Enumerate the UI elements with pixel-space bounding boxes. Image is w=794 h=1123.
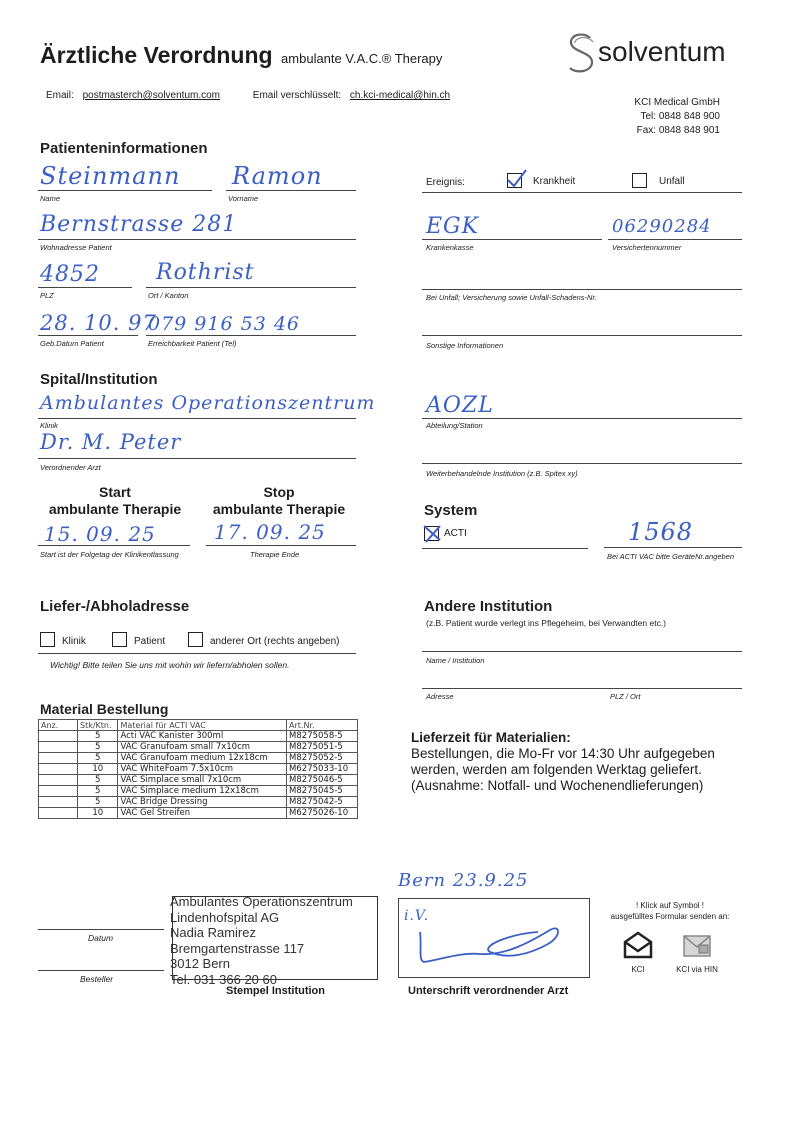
material-heading: Material Bestellung	[40, 701, 169, 717]
email-link[interactable]: postmasterch@solventum.com	[82, 90, 220, 101]
form-title	[40, 42, 442, 69]
anz-cell[interactable]	[39, 808, 78, 819]
iv-value: i.V.	[404, 908, 430, 924]
plz-line	[38, 287, 132, 288]
datum-label: Datum	[88, 933, 114, 943]
start-heading-2: ambulante Therapie	[48, 501, 182, 517]
vorname-label: Vorname	[228, 194, 259, 203]
table-row	[39, 731, 358, 742]
stamp-line: Bremgartenstrasse 117	[170, 940, 305, 956]
company-tel: Tel: 0848 848 900	[640, 111, 720, 122]
delivery-note-bold: Wichtig!	[50, 660, 81, 670]
other-plzort-label: PLZ / Ort	[610, 692, 641, 701]
klinik-label: Klinik	[40, 421, 58, 430]
start-date-value[interactable]: 15. 09. 25	[44, 522, 156, 546]
system-line	[422, 548, 588, 549]
col-anz: Anz.	[39, 720, 78, 731]
kci-label: KCI	[631, 965, 645, 974]
weiter-label: Weiterbehandelnde Institution (z.B. Spitex xy)	[426, 469, 578, 478]
envelope-icon	[622, 930, 654, 960]
stamp-line: 3012 Bern	[170, 956, 230, 971]
delivery-time-line2: werden, werden am folgenden Werktag geliefert.	[411, 762, 702, 777]
company-name: KCI Medical GmbH	[634, 97, 720, 108]
address-line	[38, 239, 356, 240]
material-cell: VAC Simplace small 7x10cm	[118, 775, 287, 786]
klinik-value[interactable]: Ambulantes Operationszentrum	[40, 392, 376, 414]
stk-cell: 5	[78, 731, 118, 742]
send-note-1: ! Klick auf Symbol !	[635, 901, 705, 910]
abteilung-value[interactable]: AOZL	[426, 393, 494, 418]
stk-cell: 5	[78, 797, 118, 808]
name-line	[38, 190, 212, 191]
artnr-cell: M8275042-5	[287, 797, 358, 808]
unfall-label: Bei Unfall; Versicherung sowie Unfall-Schadens-Nr.	[426, 293, 597, 302]
material-cell: VAC WhiteFoam 7.5x10cm	[118, 764, 287, 775]
address-label: Wohnadresse Patient	[40, 243, 112, 252]
send-kci-hin-button[interactable]	[674, 930, 720, 974]
illness-label: Krankheit	[533, 176, 576, 187]
delivery-time-line3: (Ausnahme: Notfall- und Wochenendlieferungen)	[411, 778, 704, 793]
anz-cell[interactable]	[39, 786, 78, 797]
artnr-cell: M6275033-10	[287, 764, 358, 775]
artnr-cell: M8275051-5	[287, 742, 358, 753]
material-table	[38, 719, 358, 819]
start-label: Start ist der Folgetag der Klinikentlassung	[40, 550, 179, 559]
send-note	[596, 900, 744, 922]
table-row	[39, 797, 358, 808]
delivery-other-checkbox[interactable]	[188, 632, 203, 647]
phone-line	[146, 335, 356, 336]
email-enc-label: Email verschlüsselt:	[252, 90, 342, 101]
event-line	[422, 192, 742, 193]
stamp-line: Nadia Ramirez	[170, 925, 256, 940]
other-institution-note: (z.B. Patient wurde verlegt ins Pflegeheim, bei Verwandten etc.)	[426, 618, 667, 628]
delivery-patient-label: Patient	[134, 636, 166, 647]
stamp-line: Ambulantes Operationszentrum	[170, 894, 353, 909]
artnr-cell: M8275058-5	[287, 731, 358, 742]
stk-cell: 10	[78, 764, 118, 775]
system-heading: System	[424, 502, 478, 519]
table-row	[39, 764, 358, 775]
brand-name: solventum	[598, 36, 726, 67]
delivery-note-text: Bitte teilen Sie uns mit wohin wir liefern/abholen sollen.	[80, 660, 290, 670]
start-line	[38, 545, 190, 546]
col-artnr: Art.Nr.	[287, 720, 358, 731]
material-header-row	[39, 720, 358, 731]
kasse-value[interactable]: EGK	[426, 214, 480, 239]
delivery-heading: Liefer-/Abholadresse	[40, 598, 190, 615]
illness-check-mark	[506, 168, 528, 188]
signature-scribble	[410, 912, 580, 972]
subtitle-text: ambulante V.A.C.® Therapy	[281, 51, 443, 66]
datum-line	[38, 929, 164, 930]
anz-cell[interactable]	[39, 753, 78, 764]
artnr-cell: M8275045-5	[287, 786, 358, 797]
sonstige-line	[422, 335, 742, 336]
accident-label: Unfall	[659, 176, 685, 187]
patient-dob-value[interactable]: 28. 10. 97	[40, 311, 157, 335]
delivery-time-block	[411, 730, 715, 794]
vorname-line	[226, 190, 356, 191]
signature-label: Unterschrift verordnender Arzt	[408, 985, 569, 997]
table-row	[39, 775, 358, 786]
email-row	[46, 90, 450, 101]
col-stk: Stk/Ktn.	[78, 720, 118, 731]
delivery-other-label: anderer Ort (rechts angeben)	[210, 636, 340, 647]
material-cell: VAC Simplace medium 12x18cm	[118, 786, 287, 797]
table-row	[39, 808, 358, 819]
patient-ort-value[interactable]: Rothrist	[156, 260, 255, 285]
table-row	[39, 753, 358, 764]
ort-line	[146, 287, 356, 288]
dob-label: Geb.Datum Patient	[40, 339, 104, 348]
klinik-line	[38, 418, 356, 419]
start-heading-1: Start	[99, 484, 131, 500]
unfall-line	[422, 289, 742, 290]
company-fax: Fax: 0848 848 901	[636, 125, 720, 136]
send-note-2: ausgefülltes Formular senden an:	[610, 912, 730, 921]
stk-cell: 5	[78, 753, 118, 764]
table-row	[39, 742, 358, 753]
acti-label: ACTI	[444, 528, 467, 539]
other-address-line	[422, 688, 742, 689]
company-info	[600, 96, 720, 138]
versicherten-label: Versichertennummer	[612, 243, 682, 252]
anz-cell[interactable]	[39, 764, 78, 775]
besteller-line	[38, 970, 164, 971]
patient-address-value[interactable]: Bernstrasse 281	[40, 212, 238, 237]
kasse-line	[422, 239, 602, 240]
stop-date-value[interactable]: 17. 09. 25	[214, 520, 326, 544]
material-cell: Acti VAC Kanister 300ml	[118, 731, 287, 742]
arzt-line	[38, 458, 356, 459]
kasse-label: Krankenkasse	[426, 243, 474, 252]
delivery-line	[38, 653, 356, 654]
stk-cell: 10	[78, 808, 118, 819]
stop-heading-2: ambulante Therapie	[212, 501, 346, 517]
email-label: Email:	[46, 90, 74, 101]
artnr-cell: M8275046-5	[287, 775, 358, 786]
material-cell: VAC Gel Streifen	[118, 808, 287, 819]
patient-phone-value[interactable]: 079 916 53 46	[148, 313, 301, 335]
anz-cell[interactable]	[39, 742, 78, 753]
ort-label: Ort / Kanton	[148, 291, 189, 300]
delivery-klinik-checkbox[interactable]	[40, 632, 55, 647]
stop-label: Therapie Ende	[250, 550, 300, 559]
solventum-s-icon	[562, 30, 602, 78]
stk-cell: 5	[78, 742, 118, 753]
artnr-cell: M8275052-5	[287, 753, 358, 764]
place-date-value[interactable]: Bern 23.9.25	[398, 870, 529, 891]
secure-envelope-icon	[681, 930, 713, 960]
delivery-time-heading: Lieferzeit für Materialien:	[411, 730, 571, 745]
artnr-cell: M6275026-10	[287, 808, 358, 819]
delivery-patient-checkbox[interactable]	[112, 632, 127, 647]
table-row	[39, 786, 358, 797]
besteller-label: Besteller	[80, 974, 114, 984]
patient-plz-value[interactable]: 4852	[40, 262, 100, 287]
material-cell: VAC Bridge Dressing	[118, 797, 287, 808]
col-material: Material für ACTI VAC	[118, 720, 287, 731]
send-kci-button[interactable]	[620, 930, 656, 974]
versicherten-line	[608, 239, 742, 240]
stk-cell: 5	[78, 775, 118, 786]
start-heading	[42, 484, 188, 518]
acti-check-mark	[422, 522, 444, 544]
anz-cell[interactable]	[39, 731, 78, 742]
versicherten-value[interactable]: 06290284	[612, 216, 712, 237]
abteilung-label: Abteilung/Station	[426, 421, 483, 430]
arzt-value[interactable]: Dr. M. Peter	[40, 430, 182, 454]
institution-heading: Spital/Institution	[40, 371, 158, 388]
sonstige-label: Sonstige Informationen	[426, 341, 504, 350]
stamp-label: Stempel Institution	[226, 985, 325, 997]
dob-line	[38, 335, 138, 336]
patient-vorname-value[interactable]: Ramon	[232, 162, 323, 190]
weiter-line	[422, 463, 742, 464]
stop-heading-1: Stop	[263, 484, 295, 500]
event-label: Ereignis:	[426, 177, 465, 188]
brand-logo	[562, 30, 602, 83]
stop-heading	[206, 484, 352, 518]
stamp-line: Tel. 031 366 20 60	[170, 971, 277, 987]
name-label: Name	[40, 194, 61, 203]
stamp-text	[170, 894, 353, 987]
stk-cell: 5	[78, 786, 118, 797]
device-nr-value[interactable]: 1568	[628, 518, 694, 546]
stop-line	[206, 545, 356, 546]
email-enc-link[interactable]: ch.kci-medical@hin.ch	[349, 90, 451, 101]
other-institution-heading: Andere Institution	[424, 598, 553, 615]
delivery-klinik-label: Klinik	[62, 636, 86, 647]
anz-cell[interactable]	[39, 797, 78, 808]
delivery-time-line1: Bestellungen, die Mo-Fr vor 14:30 Uhr aufgegeben	[411, 746, 715, 761]
other-name-line	[422, 651, 742, 652]
device-label: Bei ACTI VAC bitte GeräteNr.angeben	[607, 552, 735, 561]
material-cell: VAC Granufoam small 7x10cm	[118, 742, 287, 753]
other-address-label: Adresse	[426, 692, 454, 701]
other-name-label: Name / Institution	[426, 656, 485, 665]
anz-cell[interactable]	[39, 775, 78, 786]
accident-checkbox[interactable]	[632, 173, 647, 188]
patient-heading: Patienteninformationen	[40, 140, 208, 157]
delivery-note	[50, 660, 289, 670]
title-text: Ärztliche Verordnung	[40, 42, 273, 68]
arzt-label: Verordnender Arzt	[40, 463, 101, 472]
plz-label: PLZ	[40, 291, 54, 300]
phone-label: Erreichbarkeit Patient (Tel)	[148, 339, 237, 348]
kci-hin-label: KCI via HIN	[676, 965, 718, 974]
material-cell: VAC Granufoam medium 12x18cm	[118, 753, 287, 764]
stamp-line: Lindenhofspital AG	[170, 909, 280, 925]
patient-name-value[interactable]: Steinmann	[40, 162, 181, 190]
abteilung-line	[422, 418, 742, 419]
device-line	[604, 547, 742, 548]
